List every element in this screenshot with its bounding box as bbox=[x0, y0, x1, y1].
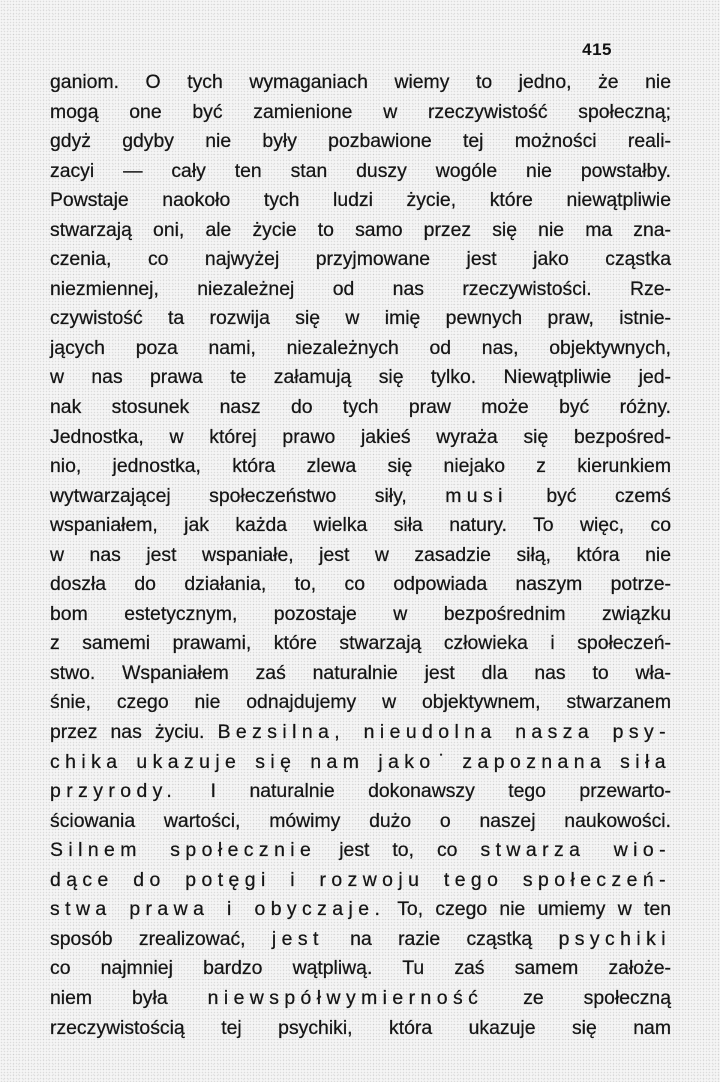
spaced-emphasis-run: psychiki bbox=[558, 927, 671, 950]
text-run: czenia, co najwyżej przyjmowane jest jako cząstka bbox=[50, 248, 671, 271]
text-line bbox=[50, 452, 671, 482]
text-line bbox=[50, 836, 671, 866]
spaced-emphasis-run: Silnem społecznie bbox=[50, 839, 317, 862]
text-run: stwo. Wspaniałem zaś naturalnie jest dla nas to wła- bbox=[50, 661, 671, 684]
text-run: niezmiennej, niezależnej od nas rzeczywistości. Rze- bbox=[50, 277, 671, 300]
text-line bbox=[50, 98, 671, 128]
text-run: z samemi prawami, które stwarzają człowieka i społeczeń- bbox=[50, 632, 671, 655]
text-run: niem była bbox=[50, 986, 208, 1009]
text-line bbox=[50, 541, 671, 571]
text-run: mogą one być zamienione w rzeczywistość społeczną; bbox=[50, 100, 671, 123]
text-run: bom estetycznym, pozostaje w bezpośrednim związku bbox=[50, 602, 671, 625]
text-run: doszła do działania, to, co odpowiada naszym potrze- bbox=[50, 573, 671, 596]
text-run: ściowania wartości, mówimy dużo o naszej naukowości. bbox=[50, 809, 671, 832]
text-run: nak stosunek nasz do tych praw może być różny. bbox=[50, 396, 671, 419]
text-run: co najmniej bardzo wątpliwą. Tu zaś samem założe- bbox=[50, 957, 671, 980]
text-line bbox=[50, 925, 671, 955]
text-line bbox=[50, 304, 671, 334]
text-line bbox=[50, 216, 671, 246]
text-line bbox=[50, 127, 671, 157]
text-line bbox=[50, 275, 671, 305]
text-run: gdyż gdyby nie były pozbawione tej możności reali- bbox=[50, 130, 671, 153]
text-line bbox=[50, 866, 671, 896]
text-run: nio, jednostka, która zlewa się niejako z kierunkiem bbox=[50, 455, 671, 478]
text-run: stwarzają oni, ale życie to samo przez się nie ma zna- bbox=[50, 218, 671, 241]
text-line bbox=[50, 186, 671, 216]
text-line bbox=[50, 393, 671, 423]
text-line bbox=[50, 954, 671, 984]
text-line bbox=[50, 1014, 671, 1044]
spaced-emphasis-run: niewspółwymierność bbox=[207, 986, 484, 1009]
spaced-emphasis-run: musi bbox=[445, 484, 508, 507]
text-line bbox=[50, 718, 671, 748]
text-run: ze społeczną bbox=[483, 986, 671, 1009]
text-line bbox=[50, 807, 671, 837]
text-run: rzeczywistością tej psychiki, która ukazuje się nam bbox=[50, 1016, 671, 1039]
spaced-emphasis-run: jest bbox=[271, 927, 324, 950]
text-line bbox=[50, 482, 671, 512]
text-run: na razie cząstką bbox=[323, 927, 559, 950]
text-run: I naturalnie dokonawszy tego przewarto- bbox=[177, 780, 671, 803]
spaced-emphasis-run: stwa prawa i obyczaje. bbox=[50, 898, 386, 921]
spaced-emphasis-run: przyrody. bbox=[50, 780, 178, 803]
text-run: wspaniałem, jak każda wielka siła natury. To więc, co bbox=[50, 514, 671, 537]
text-line bbox=[50, 363, 671, 393]
text-run: w nas jest wspaniałe, jest w zasadzie siłą, która nie bbox=[50, 543, 671, 566]
text-run: jest to, co bbox=[316, 839, 481, 862]
text-run: w nas prawa te załamują się tylko. Niewątpliwie jed- bbox=[50, 366, 671, 389]
text-line bbox=[50, 570, 671, 600]
text-line bbox=[50, 423, 671, 453]
text-run: ganiom. O tych wymaganiach wiemy to jedno, że nie bbox=[50, 71, 671, 93]
text-run: To, czego nie umiemy w ten bbox=[385, 898, 672, 921]
text-line bbox=[50, 659, 671, 689]
text-run: Powstaje naokoło tych ludzi życie, które niewątpliwie bbox=[50, 189, 671, 212]
text-run: przez nas życiu. bbox=[50, 721, 218, 744]
body-text bbox=[50, 68, 671, 1043]
text-line bbox=[50, 748, 671, 778]
text-line bbox=[50, 511, 671, 541]
text-line bbox=[50, 688, 671, 718]
spaced-emphasis-run: stwarza wio- bbox=[480, 839, 672, 862]
text-line bbox=[50, 777, 671, 807]
text-run: sposób zrealizować, bbox=[50, 927, 272, 950]
text-line bbox=[50, 629, 671, 659]
spaced-emphasis-run: dące do potęgi i rozwoju tego społeczeń- bbox=[50, 868, 671, 891]
text-line bbox=[50, 984, 671, 1014]
spaced-emphasis-run: zapoznana siła bbox=[448, 750, 671, 773]
text-line bbox=[50, 68, 671, 98]
text-run: być czemś bbox=[507, 484, 671, 507]
spaced-emphasis-run: Bezsilna, nieudolna nasza psy- bbox=[217, 721, 671, 744]
text-run: czywistość ta rozwija się w imię pewnych praw, istnie- bbox=[50, 307, 671, 330]
text-run: wytwarzającej społeczeństwo siły, bbox=[50, 484, 446, 507]
text-run: śnie, czego nie odnajdujemy w objektywnem, stwarzanem bbox=[50, 691, 671, 714]
text-run: jących poza nami, niezależnych od nas, objektywnych, bbox=[50, 336, 671, 359]
text-run: ˙ bbox=[435, 750, 449, 773]
text-line bbox=[50, 157, 671, 187]
text-run: zacyi — cały ten stan duszy wogóle nie powstałby. bbox=[50, 159, 671, 182]
text-run: Jednostka, w której prawo jakieś wyraża się bezpośred- bbox=[50, 425, 671, 448]
text-line bbox=[50, 245, 671, 275]
text-line bbox=[50, 600, 671, 630]
page-number: 415 bbox=[582, 40, 612, 59]
spaced-emphasis-run: chika ukazuje się nam jako bbox=[50, 750, 436, 773]
text-line bbox=[50, 334, 671, 364]
text-line bbox=[50, 895, 671, 925]
